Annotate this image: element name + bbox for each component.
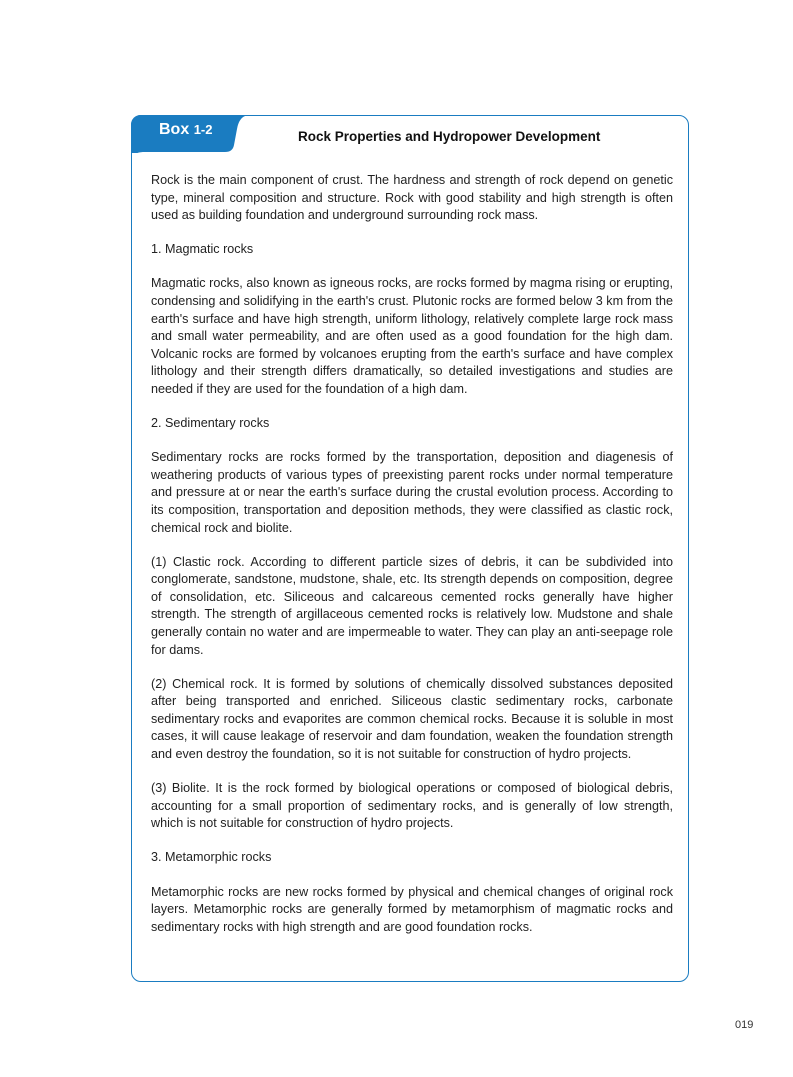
paragraph: (3) Biolite. It is the rock formed by biological operations or composed of biological debris, accounting for a small proportion of sedimentary rocks, and is generally of low strength, which is not suitable for construction of hydro projects. <box>151 781 673 831</box>
paragraph: Sedimentary rocks are rocks formed by the transportation, deposition and diagenesis of weathering products of various types of preexisting parent rocks under normal temperature and pressure at or near the earth's surface during the crustal evolution process. According to its composition, transportation and deposition methods, they were classified as clastic rock, chemical rock and biolite. <box>151 450 673 535</box>
paragraph: (1) Clastic rock. According to different particle sizes of debris, it can be subdivided into conglomerate, sandstone, mudstone, shale, etc. Its strength depends on composition, degree of consolidation, etc. Siliceous and calcareous cemented rocks generally have higher strength. The strength of argillaceous cemented rocks is relatively low. Mudstone and shale generally contain no water and are impermeable to water. They can play an anti-seepage role for dams. <box>151 554 673 657</box>
box-content <box>151 172 673 953</box>
box-title: Rock Properties and Hydropower Development <box>298 129 601 144</box>
box-label-text: Box <box>159 121 190 138</box>
paragraph: (2) Chemical rock. It is formed by solutions of chemically dissolved substances deposited after being transported and enriched. Siliceous clastic sedimentary rocks, carbonate sedimentary rocks and evaporites are common chemical rocks. Because it is soluble in most cases, it will cause leakage of reservoir and dam foundation, weaken the foundation strength and even destroy the foundation, so it is not suitable for construction of hydro projects. <box>151 676 673 762</box>
sidebar-box <box>131 115 689 982</box>
page-number: 019 <box>735 1019 754 1031</box>
paragraph: Magmatic rocks, also known as igneous rocks, are rocks formed by magma rising or erupting, condensing and solidifying in the earth's crust. Plutonic rocks are formed below 3 km from the earth's surface and have high strength, uniform lithology, relatively complete large rock mass and small water permeability, and are often used as a good foundation for the high dam. Volcanic rocks are formed by volcanoes erupting from the earth's surface and have complex lithology and their strength differs dramatically, so detailed investigations and studies are needed if they are used for the foundation of a high dam. <box>151 276 673 396</box>
box-label <box>159 121 212 139</box>
box-number: 1-2 <box>193 122 213 137</box>
paragraph: Metamorphic rocks are new rocks formed by physical and chemical changes of original rock layers. Metamorphic rocks are generally formed by metamorphism of magmatic rocks and sedimentary rocks with high strength and are good foundation rocks. <box>151 884 673 934</box>
box-tab <box>131 115 253 153</box>
section-heading: 1. Magmatic rocks <box>151 242 254 257</box>
section-heading: 3. Metamorphic rocks <box>151 850 272 865</box>
section-heading: 2. Sedimentary rocks <box>151 416 270 431</box>
intro-paragraph: Rock is the main component of crust. The hardness and strength of rock depend on genetic type, mineral composition and structure. Rock with good stability and high strength is often used as building foundation and underground surrounding rock mass. <box>151 173 673 223</box>
